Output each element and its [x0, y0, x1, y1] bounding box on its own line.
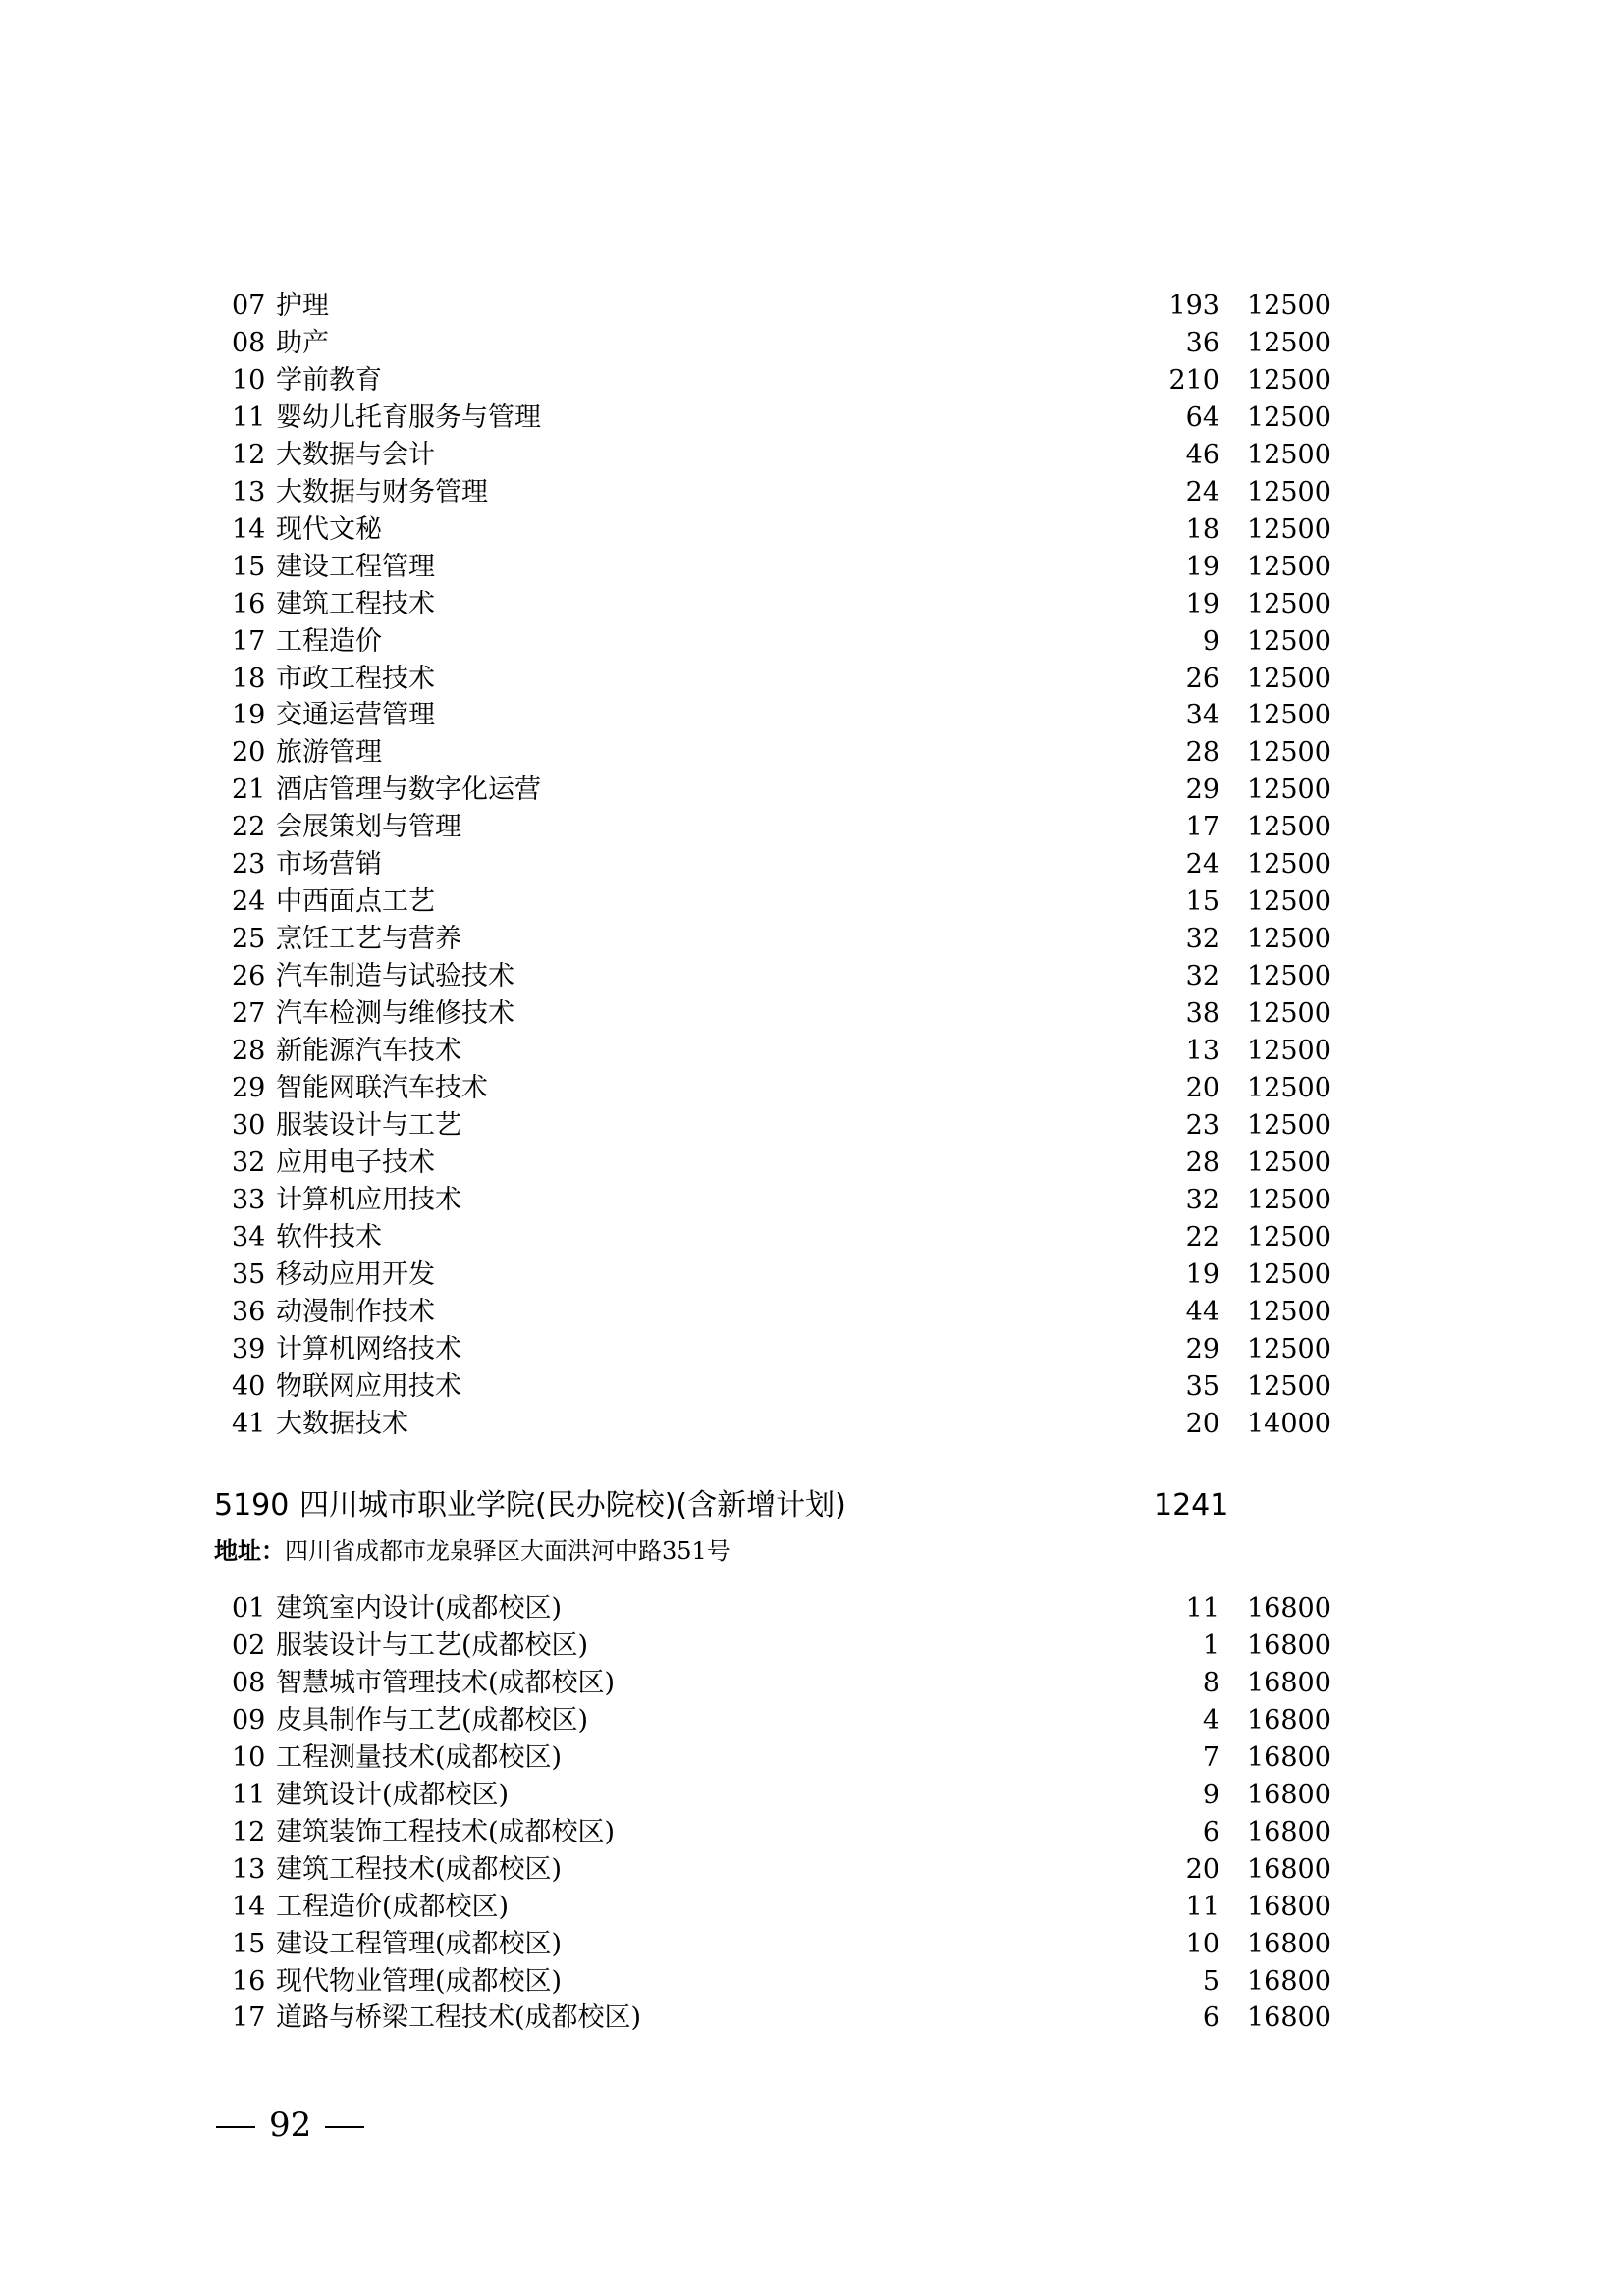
school-code: 5190 [214, 1488, 290, 1522]
plan-count: 26 [1185, 663, 1219, 694]
address-text: 四川省成都市龙泉驿区大面洪河中路351号 [285, 1537, 731, 1565]
major-row [0, 1294, 1624, 1331]
plan-count: 9 [1202, 625, 1219, 657]
tuition-fee: 12500 [1247, 625, 1331, 657]
major-row [0, 474, 1624, 511]
tuition-fee: 12500 [1247, 924, 1331, 955]
major-code: 41 [232, 1408, 266, 1439]
major-row [0, 1331, 1624, 1368]
tuition-fee: 12500 [1247, 663, 1331, 694]
major-code: 33 [232, 1184, 266, 1215]
major-row [0, 325, 1624, 362]
major-name: 现代文秘 [276, 513, 382, 545]
tuition-fee: 16800 [1247, 1704, 1331, 1735]
plan-count: 24 [1185, 849, 1219, 881]
major-code: 21 [232, 774, 266, 806]
major-name: 现代物业管理(成都校区) [276, 1965, 563, 1997]
plan-count: 28 [1185, 1147, 1219, 1178]
tuition-fee: 12500 [1247, 998, 1331, 1030]
major-code: 25 [232, 924, 266, 955]
plan-count: 10 [1185, 1928, 1219, 1959]
major-row [0, 809, 1624, 846]
tuition-fee: 16800 [1247, 1741, 1331, 1773]
plan-count: 29 [1185, 1333, 1219, 1364]
tuition-fee: 12500 [1247, 439, 1331, 470]
major-name: 移动应用开发 [276, 1258, 435, 1290]
major-row [0, 1777, 1624, 1814]
major-name: 烹饪工艺与营养 [276, 924, 461, 955]
page-footer [216, 2101, 364, 2150]
plan-count: 13 [1185, 1036, 1219, 1066]
major-code: 22 [232, 812, 266, 843]
major-name: 汽车检测与维修技术 [276, 998, 514, 1030]
address-label: 地址： [214, 1537, 285, 1565]
major-code: 13 [232, 476, 266, 507]
tuition-fee: 12500 [1247, 476, 1331, 507]
major-row [0, 1889, 1624, 1926]
tuition-fee: 12500 [1247, 1221, 1331, 1253]
tuition-fee: 12500 [1247, 1036, 1331, 1066]
major-code: 32 [232, 1147, 266, 1178]
tuition-fee: 16800 [1247, 1816, 1331, 1847]
major-code: 02 [232, 1629, 266, 1661]
major-code: 17 [232, 625, 266, 657]
major-code: 30 [232, 1109, 266, 1141]
tuition-fee: 12500 [1247, 1184, 1331, 1215]
major-name: 婴幼儿托育服务与管理 [276, 401, 541, 433]
major-name: 道路与桥梁工程技术(成都校区) [276, 2002, 642, 2034]
plan-count: 64 [1185, 401, 1219, 433]
major-row [0, 1070, 1624, 1107]
footer-dash-right [325, 2126, 364, 2128]
plan-count: 11 [1185, 1891, 1219, 1922]
major-name: 智能网联汽车技术 [276, 1072, 488, 1103]
major-row [0, 921, 1624, 958]
tuition-fee: 16800 [1247, 1779, 1331, 1810]
major-row [0, 1851, 1624, 1889]
major-name: 会展策划与管理 [276, 812, 461, 843]
tuition-fee: 12500 [1247, 1333, 1331, 1364]
plan-count: 9 [1202, 1779, 1219, 1810]
major-code: 28 [232, 1036, 266, 1066]
major-code: 09 [232, 1704, 266, 1735]
major-row [0, 995, 1624, 1033]
tuition-fee: 12500 [1247, 1296, 1331, 1327]
school-total-plan: 1241 [1154, 1488, 1229, 1522]
plan-count: 20 [1185, 1853, 1219, 1885]
major-code: 10 [232, 364, 266, 396]
major-name: 市政工程技术 [276, 663, 435, 694]
major-code: 13 [232, 1853, 266, 1885]
major-row [0, 623, 1624, 661]
tuition-fee: 16800 [1247, 1853, 1331, 1885]
tuition-fee: 12500 [1247, 774, 1331, 806]
plan-count: 46 [1185, 439, 1219, 470]
major-row [0, 1368, 1624, 1406]
major-code: 12 [232, 1816, 266, 1847]
major-row [0, 1814, 1624, 1851]
major-code: 15 [232, 1928, 266, 1959]
major-row [0, 400, 1624, 437]
major-name: 建筑工程技术(成都校区) [276, 1853, 563, 1885]
tuition-fee: 14000 [1247, 1408, 1331, 1439]
major-name: 工程造价(成都校区) [276, 1891, 510, 1922]
tuition-fee: 12500 [1247, 513, 1331, 545]
major-name: 软件技术 [276, 1221, 382, 1253]
major-code: 14 [232, 1891, 266, 1922]
major-row [0, 288, 1624, 325]
major-code: 08 [232, 327, 266, 358]
major-code: 26 [232, 961, 266, 992]
major-name: 新能源汽车技术 [276, 1036, 461, 1066]
major-code: 16 [232, 1965, 266, 1997]
tuition-fee: 12500 [1247, 737, 1331, 769]
major-name: 计算机网络技术 [276, 1333, 461, 1364]
plan-count: 34 [1185, 700, 1219, 731]
plan-count: 35 [1185, 1370, 1219, 1402]
plan-count: 6 [1202, 2002, 1219, 2034]
tuition-fee: 12500 [1247, 886, 1331, 918]
plan-count: 32 [1185, 961, 1219, 992]
tuition-fee: 16800 [1247, 2002, 1331, 2034]
major-row [0, 437, 1624, 474]
major-row [0, 1665, 1624, 1702]
major-name: 服装设计与工艺 [276, 1109, 461, 1141]
major-code: 08 [232, 1667, 266, 1698]
major-row [0, 697, 1624, 734]
major-row [0, 1256, 1624, 1294]
tuition-fee: 12500 [1247, 551, 1331, 582]
major-name: 酒店管理与数字化运营 [276, 774, 541, 806]
major-row [0, 846, 1624, 883]
tuition-fee: 16800 [1247, 1593, 1331, 1624]
major-row [0, 1739, 1624, 1777]
major-row [0, 1219, 1624, 1256]
major-code: 39 [232, 1333, 266, 1364]
tuition-fee: 16800 [1247, 1629, 1331, 1661]
tuition-fee: 16800 [1247, 1667, 1331, 1698]
major-name: 建筑装饰工程技术(成都校区) [276, 1816, 616, 1847]
major-row [0, 1926, 1624, 1963]
plan-count: 19 [1185, 588, 1219, 619]
school-header [0, 1484, 1624, 1527]
tuition-fee: 16800 [1247, 1965, 1331, 1997]
major-row [0, 1406, 1624, 1443]
major-name: 应用电子技术 [276, 1147, 435, 1178]
major-row [0, 734, 1624, 772]
major-name: 学前教育 [276, 364, 382, 396]
tuition-fee: 12500 [1247, 1109, 1331, 1141]
major-name: 大数据技术 [276, 1408, 408, 1439]
plan-count: 193 [1168, 291, 1219, 321]
major-code: 07 [232, 291, 266, 321]
plan-count: 28 [1185, 737, 1219, 769]
school-name: 四川城市职业学院(民办院校)(含新增计划) [299, 1488, 846, 1522]
tuition-fee: 16800 [1247, 1928, 1331, 1959]
major-row [0, 2000, 1624, 2037]
major-name: 大数据与财务管理 [276, 476, 488, 507]
major-row [0, 661, 1624, 698]
major-name: 建设工程管理 [276, 551, 435, 582]
plan-count: 29 [1185, 774, 1219, 806]
major-name: 建筑室内设计(成都校区) [276, 1593, 563, 1624]
major-name: 市场营销 [276, 849, 382, 881]
plan-count: 44 [1185, 1296, 1219, 1327]
plan-count: 7 [1202, 1741, 1219, 1773]
major-code: 35 [232, 1258, 266, 1290]
major-name: 物联网应用技术 [276, 1370, 461, 1402]
major-name: 助产 [276, 327, 329, 358]
major-row [0, 1033, 1624, 1070]
major-name: 汽车制造与试验技术 [276, 961, 514, 992]
major-code: 36 [232, 1296, 266, 1327]
major-row [0, 586, 1624, 623]
tuition-fee: 12500 [1247, 401, 1331, 433]
major-code: 20 [232, 737, 266, 769]
major-row [0, 549, 1624, 586]
major-name: 服装设计与工艺(成都校区) [276, 1629, 589, 1661]
plan-count: 17 [1185, 812, 1219, 843]
major-row [0, 1145, 1624, 1182]
plan-count: 38 [1185, 998, 1219, 1030]
major-code: 15 [232, 551, 266, 582]
major-row [0, 772, 1624, 809]
tuition-fee: 12500 [1247, 961, 1331, 992]
major-row [0, 511, 1624, 549]
plan-count: 22 [1185, 1221, 1219, 1253]
plan-count: 32 [1185, 1184, 1219, 1215]
tuition-fee: 12500 [1247, 1147, 1331, 1178]
major-name: 护理 [276, 291, 329, 321]
major-row [0, 1590, 1624, 1628]
tuition-fee: 12500 [1247, 327, 1331, 358]
tuition-fee: 12500 [1247, 700, 1331, 731]
major-code: 12 [232, 439, 266, 470]
major-row [0, 1628, 1624, 1665]
plan-count: 24 [1185, 476, 1219, 507]
tuition-fee: 12500 [1247, 291, 1331, 321]
major-name: 建筑设计(成都校区) [276, 1779, 510, 1810]
plan-count: 20 [1185, 1408, 1219, 1439]
major-code: 10 [232, 1741, 266, 1773]
major-row [0, 1182, 1624, 1219]
major-name: 建筑工程技术 [276, 588, 435, 619]
major-code: 11 [232, 401, 266, 433]
major-row [0, 1107, 1624, 1145]
major-row [0, 362, 1624, 400]
plan-count: 23 [1185, 1109, 1219, 1141]
plan-count: 32 [1185, 924, 1219, 955]
major-code: 14 [232, 513, 266, 545]
plan-count: 4 [1202, 1704, 1219, 1735]
major-code: 16 [232, 588, 266, 619]
major-row [0, 883, 1624, 921]
major-name: 工程造价 [276, 625, 382, 657]
major-row [0, 1963, 1624, 2001]
plan-count: 20 [1185, 1072, 1219, 1103]
plan-count: 8 [1202, 1667, 1219, 1698]
plan-count: 6 [1202, 1816, 1219, 1847]
plan-count: 1 [1202, 1629, 1219, 1661]
major-code: 19 [232, 700, 266, 731]
major-code: 34 [232, 1221, 266, 1253]
major-name: 建设工程管理(成都校区) [276, 1928, 563, 1959]
major-name: 大数据与会计 [276, 439, 435, 470]
major-code: 01 [232, 1593, 266, 1624]
footer-dash-left [216, 2126, 255, 2128]
major-code: 17 [232, 2002, 266, 2034]
major-name: 皮具制作与工艺(成都校区) [276, 1704, 589, 1735]
plan-count: 11 [1185, 1593, 1219, 1624]
tuition-fee: 16800 [1247, 1891, 1331, 1922]
major-name: 旅游管理 [276, 737, 382, 769]
major-code: 24 [232, 886, 266, 918]
school-address [214, 1533, 731, 1569]
plan-count: 5 [1202, 1965, 1219, 1997]
plan-count: 36 [1185, 327, 1219, 358]
major-code: 23 [232, 849, 266, 881]
major-row [0, 958, 1624, 995]
major-name: 计算机应用技术 [276, 1184, 461, 1215]
major-name: 动漫制作技术 [276, 1296, 435, 1327]
major-name: 中西面点工艺 [276, 886, 435, 918]
major-code: 27 [232, 998, 266, 1030]
plan-count: 19 [1185, 1258, 1219, 1290]
major-code: 40 [232, 1370, 266, 1402]
tuition-fee: 12500 [1247, 1072, 1331, 1103]
major-name: 智慧城市管理技术(成都校区) [276, 1667, 616, 1698]
tuition-fee: 12500 [1247, 812, 1331, 843]
tuition-fee: 12500 [1247, 588, 1331, 619]
tuition-fee: 12500 [1247, 849, 1331, 881]
tuition-fee: 12500 [1247, 1258, 1331, 1290]
tuition-fee: 12500 [1247, 364, 1331, 396]
major-name: 工程测量技术(成都校区) [276, 1741, 563, 1773]
major-name: 交通运营管理 [276, 700, 435, 731]
plan-count: 15 [1185, 886, 1219, 918]
page-number: 92 [269, 2106, 312, 2145]
major-row [0, 1702, 1624, 1739]
major-code: 29 [232, 1072, 266, 1103]
major-code: 18 [232, 663, 266, 694]
major-code: 11 [232, 1779, 266, 1810]
tuition-fee: 12500 [1247, 1370, 1331, 1402]
plan-count: 19 [1185, 551, 1219, 582]
plan-count: 18 [1185, 513, 1219, 545]
plan-count: 210 [1168, 364, 1219, 396]
